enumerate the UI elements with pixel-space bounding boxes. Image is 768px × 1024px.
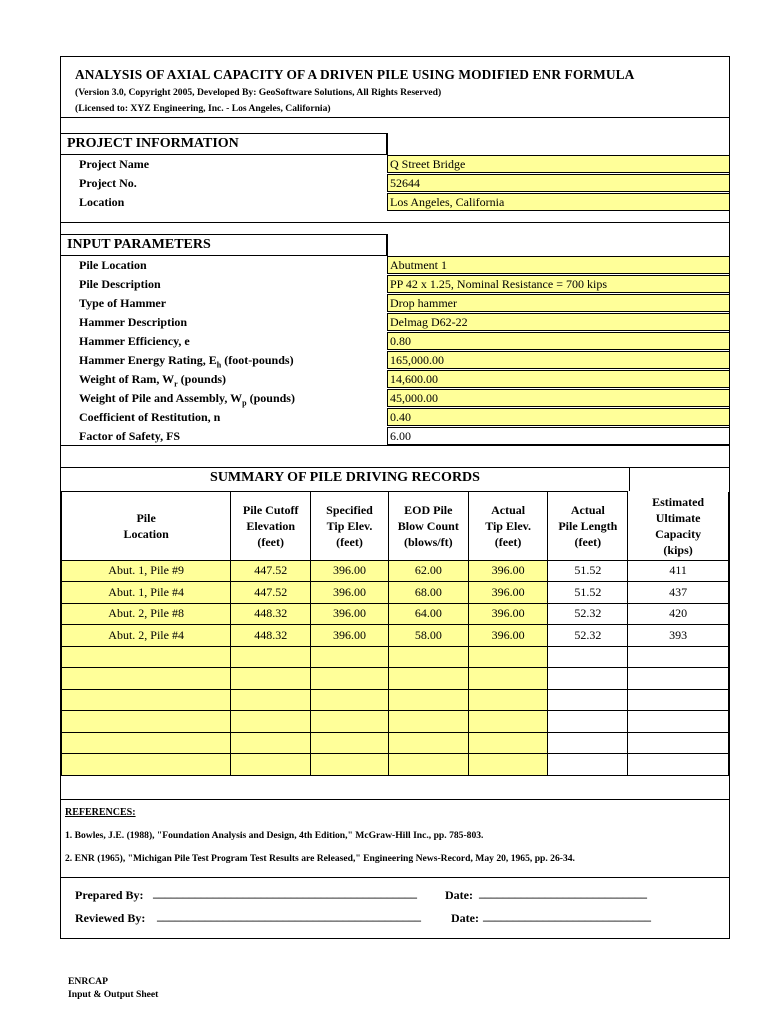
output-cell bbox=[628, 668, 729, 690]
input-cell[interactable]: 62.00 bbox=[388, 560, 468, 582]
input-cell[interactable]: 396.00 bbox=[468, 560, 548, 582]
input-cell[interactable] bbox=[62, 689, 231, 711]
table-row bbox=[62, 668, 729, 690]
input-cell[interactable]: 447.52 bbox=[231, 560, 311, 582]
capacity-header-extension bbox=[629, 467, 730, 491]
signoff-top-line bbox=[61, 877, 729, 878]
input-cell[interactable] bbox=[231, 668, 311, 690]
input-cell[interactable] bbox=[468, 754, 548, 776]
footer-sheet-name: Input & Output Sheet bbox=[68, 989, 159, 1000]
output-cell: 51.52 bbox=[548, 560, 628, 582]
output-cell bbox=[548, 646, 628, 668]
input-cell[interactable]: 448.32 bbox=[231, 603, 311, 625]
project-label: Project No. bbox=[79, 176, 137, 190]
input-cell[interactable] bbox=[311, 689, 389, 711]
output-cell: 52.32 bbox=[548, 603, 628, 625]
version-line: (Version 3.0, Copyright 2005, Developed By: GeoSoftware Solutions, All Rights Reserved) bbox=[75, 87, 442, 98]
inputs-bottom-line bbox=[61, 445, 729, 446]
output-cell: 420 bbox=[628, 603, 729, 625]
column-header bbox=[628, 492, 729, 561]
table-row bbox=[62, 625, 729, 647]
table-row bbox=[62, 560, 729, 582]
output-cell: 51.52 bbox=[548, 582, 628, 604]
output-cell bbox=[548, 668, 628, 690]
input-cell[interactable] bbox=[311, 668, 389, 690]
output-cell: 52.32 bbox=[548, 625, 628, 647]
column-header-line: Pile Cutoff bbox=[242, 502, 299, 517]
table-row bbox=[62, 646, 729, 668]
input-label: Hammer Efficiency, e bbox=[79, 334, 190, 348]
table-row bbox=[62, 732, 729, 754]
column-header bbox=[548, 492, 628, 561]
prepared-date-field[interactable]: ____________________________ bbox=[479, 886, 647, 900]
input-value-field[interactable]: 6.00 bbox=[387, 427, 730, 445]
input-label-text: Weight of Ram, W bbox=[79, 372, 175, 386]
project-value-field[interactable]: Los Angeles, California bbox=[387, 193, 730, 211]
input-cell[interactable] bbox=[62, 732, 231, 754]
reviewed-date-label: Date: bbox=[451, 911, 479, 925]
input-cell[interactable] bbox=[311, 754, 389, 776]
license-line: (Licensed to: XYZ Engineering, Inc. - Los Angeles, California) bbox=[75, 103, 331, 114]
input-cell[interactable]: Abut. 1, Pile #9 bbox=[62, 560, 231, 582]
input-label: Type of Hammer bbox=[79, 296, 167, 310]
input-label: Pile Description bbox=[79, 277, 161, 291]
input-cell[interactable] bbox=[311, 646, 389, 668]
input-cell[interactable]: 64.00 bbox=[388, 603, 468, 625]
reviewed-date-field[interactable]: ____________________________ bbox=[483, 909, 651, 923]
column-header-line: Pile bbox=[136, 510, 156, 525]
reviewed-by-field[interactable]: ____________________________________________ bbox=[157, 909, 421, 923]
prepared-by-field[interactable]: ____________________________________________ bbox=[153, 886, 417, 900]
column-header-line: Ultimate bbox=[655, 510, 701, 525]
output-cell bbox=[628, 689, 729, 711]
footer-program-name: ENRCAP bbox=[68, 976, 108, 987]
input-label-subscript: r bbox=[174, 379, 178, 389]
column-header-line: Actual bbox=[491, 502, 526, 517]
input-cell[interactable] bbox=[62, 646, 231, 668]
column-header-line: Location bbox=[123, 526, 169, 541]
input-cell[interactable]: 396.00 bbox=[468, 625, 548, 647]
output-cell bbox=[548, 711, 628, 733]
project-label: Location bbox=[79, 195, 125, 209]
pile-records-table bbox=[61, 491, 729, 776]
output-cell bbox=[548, 754, 628, 776]
input-cell[interactable] bbox=[388, 732, 468, 754]
input-cell[interactable] bbox=[388, 754, 468, 776]
column-header bbox=[231, 492, 311, 561]
input-cell[interactable]: Abut. 2, Pile #4 bbox=[62, 625, 231, 647]
input-value-field[interactable]: Drop hammer bbox=[387, 294, 730, 312]
input-label-units: (foot-pounds) bbox=[221, 353, 294, 367]
output-cell: 411 bbox=[628, 560, 729, 582]
table-row bbox=[62, 582, 729, 604]
input-cell[interactable] bbox=[468, 646, 548, 668]
input-cell[interactable]: 447.52 bbox=[231, 582, 311, 604]
column-header-line: (kips) bbox=[663, 542, 693, 557]
column-header bbox=[388, 492, 468, 561]
reference-1: 1. Bowles, J.E. (1988), "Foundation Analysis and Design, 4th Edition," McGraw-Hill Inc., pp. 785-803. bbox=[65, 830, 484, 841]
input-cell[interactable] bbox=[231, 754, 311, 776]
column-header-line: Tip Elev. bbox=[485, 518, 531, 533]
reviewed-by-label: Reviewed By: bbox=[75, 911, 146, 925]
input-label bbox=[79, 372, 226, 388]
output-cell bbox=[628, 711, 729, 733]
input-cell[interactable] bbox=[468, 732, 548, 754]
table-row bbox=[62, 711, 729, 733]
input-cell[interactable] bbox=[468, 668, 548, 690]
output-cell: 437 bbox=[628, 582, 729, 604]
output-cell bbox=[628, 732, 729, 754]
input-cell[interactable] bbox=[311, 732, 389, 754]
references-heading: REFERENCES: bbox=[65, 807, 136, 818]
column-header-line: (blows/ft) bbox=[403, 534, 453, 549]
table-row bbox=[62, 689, 729, 711]
input-label-units: (pounds) bbox=[177, 372, 227, 386]
worksheet bbox=[60, 56, 730, 939]
column-header-line: (feet) bbox=[257, 534, 284, 549]
project-value-field[interactable]: Q Street Bridge bbox=[387, 155, 730, 173]
column-header bbox=[468, 492, 548, 561]
input-cell[interactable] bbox=[388, 689, 468, 711]
input-cell[interactable] bbox=[468, 689, 548, 711]
input-value-field[interactable]: 0.80 bbox=[387, 332, 730, 350]
output-cell bbox=[548, 689, 628, 711]
input-value-field[interactable]: 14,600.00 bbox=[387, 370, 730, 388]
input-value-field[interactable]: 0.40 bbox=[387, 408, 730, 426]
input-cell[interactable] bbox=[231, 711, 311, 733]
input-value-field[interactable]: 165,000.00 bbox=[387, 351, 730, 369]
input-value-field[interactable]: PP 42 x 1.25, Nominal Resistance = 700 kips bbox=[387, 275, 730, 293]
input-label: Coefficient of Restitution, n bbox=[79, 410, 221, 424]
column-header-line: EOD Pile bbox=[404, 502, 453, 517]
input-label-text: Hammer Energy Rating, E bbox=[79, 353, 217, 367]
input-cell[interactable] bbox=[388, 668, 468, 690]
output-cell: 393 bbox=[628, 625, 729, 647]
column-header-line: Estimated bbox=[652, 494, 705, 509]
input-label: Factor of Safety, FS bbox=[79, 429, 181, 443]
column-header-line: Specified bbox=[326, 502, 373, 517]
sheet-title: ANALYSIS OF AXIAL CAPACITY OF A DRIVEN PILE USING MODIFIED ENR FORMULA bbox=[75, 67, 635, 82]
project-heading: PROJECT INFORMATION bbox=[67, 136, 239, 151]
input-label-text: Weight of Pile and Assembly, W bbox=[79, 391, 243, 405]
input-label bbox=[79, 353, 294, 369]
column-header-line: Tip Elev. bbox=[326, 518, 373, 533]
input-cell[interactable] bbox=[388, 646, 468, 668]
header-divider bbox=[61, 117, 729, 118]
input-cell[interactable]: 68.00 bbox=[388, 582, 468, 604]
input-cell[interactable] bbox=[468, 711, 548, 733]
input-cell[interactable] bbox=[62, 754, 231, 776]
inputs-value-header-cell bbox=[387, 234, 731, 257]
column-header-line: Capacity bbox=[655, 526, 702, 541]
input-label-subscript: h bbox=[216, 360, 222, 370]
input-cell[interactable]: 396.00 bbox=[311, 560, 389, 582]
input-cell[interactable] bbox=[231, 732, 311, 754]
input-cell[interactable]: 396.00 bbox=[311, 603, 389, 625]
column-header-line: Actual bbox=[570, 502, 605, 517]
inputs-heading: INPUT PARAMETERS bbox=[67, 237, 211, 252]
column-header-line: (feet) bbox=[574, 534, 602, 549]
summary-title: SUMMARY OF PILE DRIVING RECORDS bbox=[210, 470, 480, 485]
references-top-line bbox=[61, 799, 729, 800]
column-header-line: Blow Count bbox=[397, 518, 459, 533]
input-cell[interactable] bbox=[388, 711, 468, 733]
prepared-by-label: Prepared By: bbox=[75, 888, 144, 902]
column-header-line: Elevation bbox=[246, 518, 296, 533]
input-cell[interactable]: 448.32 bbox=[231, 625, 311, 647]
input-label: Hammer Description bbox=[79, 315, 188, 329]
input-cell[interactable]: Abut. 1, Pile #4 bbox=[62, 582, 231, 604]
input-value-field[interactable]: 45,000.00 bbox=[387, 389, 730, 407]
input-value-field[interactable]: Abutment 1 bbox=[387, 256, 730, 274]
input-cell[interactable]: 396.00 bbox=[311, 582, 389, 604]
input-cell[interactable] bbox=[231, 646, 311, 668]
reference-2: 2. ENR (1965), "Michigan Pile Test Program Test Results are Released," Engineering News-Record, May 20, 1965, pp. 26-34. bbox=[65, 853, 575, 864]
input-label-units: (pounds) bbox=[246, 391, 295, 405]
input-label-subscript: p bbox=[242, 398, 247, 408]
input-cell[interactable]: 58.00 bbox=[388, 625, 468, 647]
input-cell[interactable]: 396.00 bbox=[468, 582, 548, 604]
inputs-top-line bbox=[387, 222, 730, 223]
table-row bbox=[62, 754, 729, 776]
project-value-header-cell bbox=[387, 133, 731, 156]
project-value-field[interactable]: 52644 bbox=[387, 174, 730, 192]
input-label: Pile Location bbox=[79, 258, 147, 272]
column-header bbox=[311, 492, 389, 561]
column-header-line: (feet) bbox=[336, 534, 363, 549]
prepared-date-label: Date: bbox=[445, 888, 473, 902]
input-cell[interactable] bbox=[231, 689, 311, 711]
input-value-field[interactable]: Delmag D62-22 bbox=[387, 313, 730, 331]
project-label: Project Name bbox=[79, 157, 150, 171]
output-cell bbox=[628, 754, 729, 776]
input-cell[interactable] bbox=[62, 668, 231, 690]
input-cell[interactable]: Abut. 2, Pile #8 bbox=[62, 603, 231, 625]
table-row bbox=[62, 603, 729, 625]
column-header bbox=[62, 492, 231, 561]
input-label bbox=[79, 391, 295, 407]
column-header-line: Pile Length bbox=[558, 518, 618, 533]
summary-top-line bbox=[61, 467, 629, 468]
input-cell[interactable] bbox=[62, 711, 231, 733]
input-cell[interactable] bbox=[311, 711, 389, 733]
input-cell[interactable]: 396.00 bbox=[311, 625, 389, 647]
input-cell[interactable]: 396.00 bbox=[468, 603, 548, 625]
output-cell bbox=[548, 732, 628, 754]
output-cell bbox=[628, 646, 729, 668]
column-header-line: (feet) bbox=[494, 534, 522, 549]
